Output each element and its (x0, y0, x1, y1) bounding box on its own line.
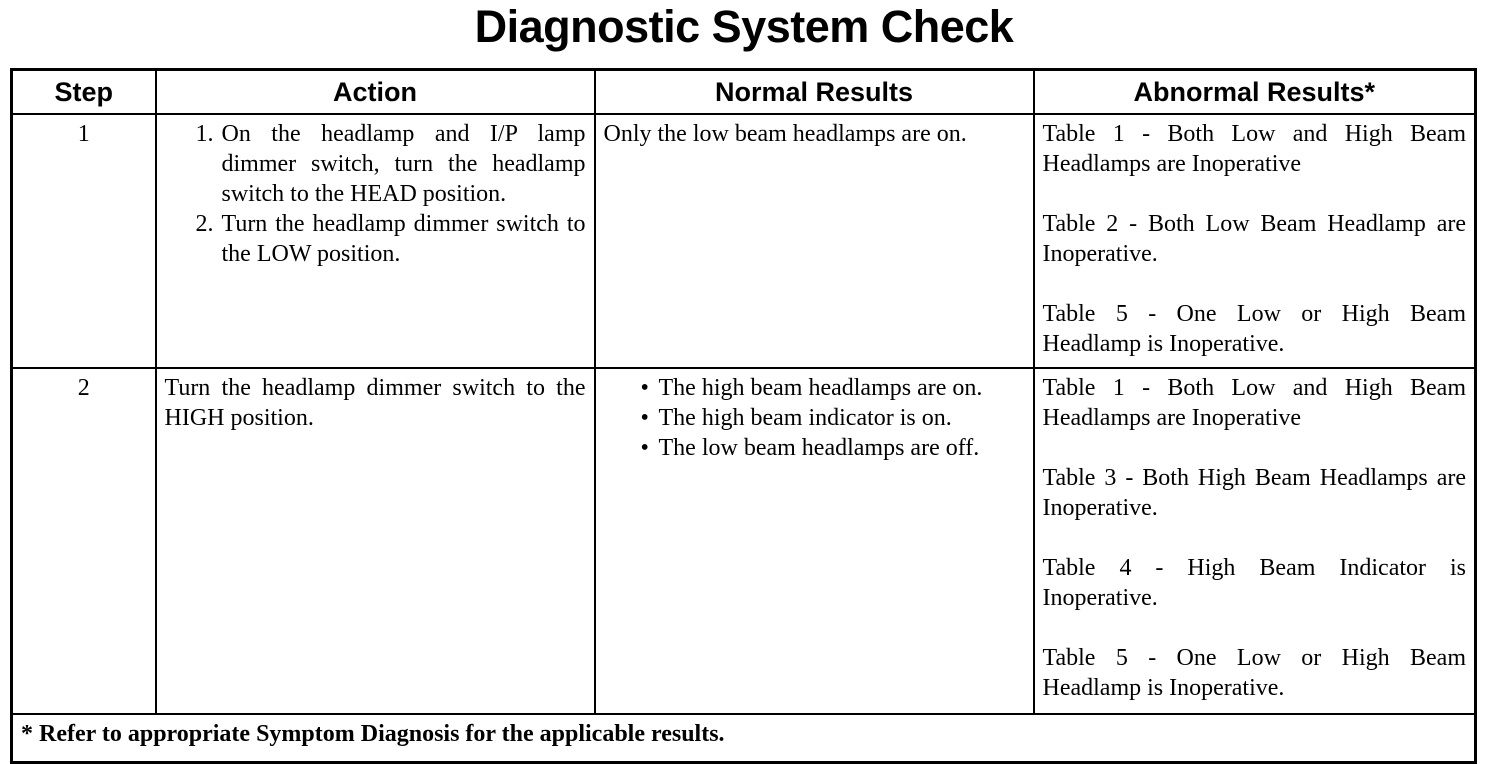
action-steps-list (165, 119, 586, 269)
header-action: Action (156, 70, 595, 115)
step-number: 2 (12, 368, 156, 714)
action-cell (156, 114, 595, 368)
header-normal-results: Normal Results (595, 70, 1034, 115)
abnormal-result-item: Table 1 - Both Low and High Beam Headlamps are Inoperative (1042, 375, 1466, 431)
normal-result-text: The low beam headlamps are off. (658, 435, 980, 461)
normal-result-text: The high beam indicator is on. (658, 405, 952, 431)
normal-results-list (604, 373, 1025, 463)
normal-result-item (640, 403, 1025, 433)
header-abnormal-results: Abnormal Results* (1034, 70, 1476, 115)
normal-results-cell: Only the low beam headlamps are on. (595, 114, 1034, 368)
abnormal-result-item: Table 4 - High Beam Indicator is Inoperative. (1042, 555, 1466, 611)
footnote-row (12, 714, 1476, 763)
bullet-icon: • (640, 405, 649, 431)
table-row (12, 114, 1476, 368)
abnormal-result-item: Table 2 - Both Low Beam Headlamp are Inoperative. (1042, 211, 1466, 267)
abnormal-results-cell (1034, 114, 1476, 368)
header-step: Step (12, 70, 156, 115)
bullet-icon: • (640, 435, 649, 461)
normal-result-text: The high beam headlamps are on. (658, 375, 983, 401)
table-row (12, 368, 1476, 714)
normal-result-item (640, 373, 1025, 403)
bullet-icon: • (640, 375, 649, 401)
abnormal-result-item: Table 3 - Both High Beam Headlamps are Inoperative. (1042, 465, 1466, 521)
abnormal-result-item: Table 1 - Both Low and High Beam Headlamps are Inoperative (1042, 121, 1466, 177)
page-title: Diagnostic System Check (474, 1, 1014, 52)
abnormal-result-item: Table 5 - One Low or High Beam Headlamp is Inoperative. (1042, 301, 1466, 357)
normal-result-item (640, 433, 1025, 463)
abnormal-result-item: Table 5 - One Low or High Beam Headlamp is Inoperative. (1042, 645, 1466, 701)
normal-results-cell (595, 368, 1034, 714)
footnote: * Refer to appropriate Symptom Diagnosis for the applicable results. (12, 714, 1476, 763)
action-step: 2. Turn the headlamp dimmer switch to the LOW position. (220, 209, 586, 269)
diagnostic-table (10, 68, 1477, 764)
step-number: 1 (12, 114, 156, 368)
action-cell: Turn the headlamp dimmer switch to the HIGH position. (156, 368, 595, 714)
action-step: 1. On the headlamp and I/P lamp dimmer switch, turn the headlamp switch to the HEAD position. (220, 119, 586, 209)
header-row (12, 70, 1476, 115)
abnormal-results-cell (1034, 368, 1476, 714)
